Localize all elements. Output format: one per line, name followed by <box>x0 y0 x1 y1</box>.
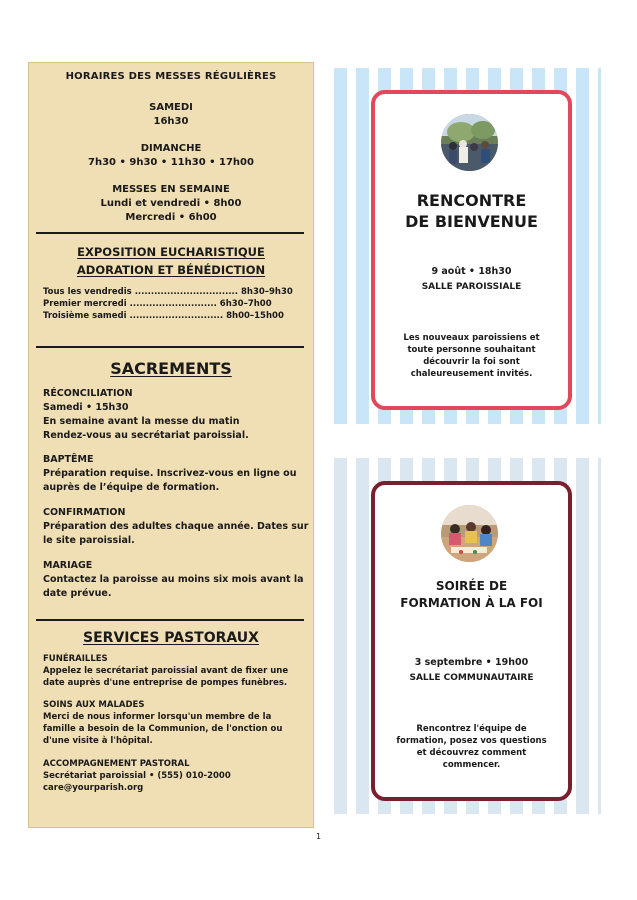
welcome-event-card <box>371 90 572 410</box>
marriage-label: MARIAGE <box>43 560 93 571</box>
confirmation-line: Préparation des adultes chaque année. Dates sur <box>43 521 309 532</box>
exposition-row: Troisième samedi ............................. 8h00–15h00 <box>43 311 284 321</box>
page-number: 1 <box>315 832 322 841</box>
sick-line: d'une visite à l'hôpital. <box>43 736 153 746</box>
funerals-line: Appelez le secrétariat paroissial avant de fixer une <box>43 666 289 676</box>
accompaniment-line: Secrétariat paroissial • (555) 010-2000 <box>43 771 231 781</box>
confirmation-line: le site paroissial. <box>43 535 135 546</box>
sick-line: famille a besoin de la Communion, de l'onction ou <box>43 724 283 734</box>
formation-desc-line: formation, posez vos questions <box>396 736 547 746</box>
welcome-date: 9 août • 18h30 <box>431 266 512 277</box>
accompaniment-label: ACCOMPAGNEMENT PASTORAL <box>43 759 190 769</box>
marriage-line: date prévue. <box>43 588 112 599</box>
reconciliation-label: RÉCONCILIATION <box>43 388 133 399</box>
marriage-line: Contactez la paroisse au moins six mois avant la <box>43 574 304 585</box>
saturday-label: SAMEDI <box>149 102 193 113</box>
welcome-desc-line: Les nouveaux paroissiens et <box>403 333 540 343</box>
weekday-label: MESSES EN SEMAINE <box>112 184 230 195</box>
pastoral-title: SERVICES PASTORAUX <box>83 630 259 646</box>
funerals-label: FUNÉRAILLES <box>43 654 108 664</box>
divider <box>36 232 304 234</box>
saturday-time: 16h30 <box>153 116 189 127</box>
weekday-line-1: Lundi et vendredi • 8h00 <box>100 198 242 209</box>
weekday-line-2: Mercredi • 6h00 <box>125 212 217 223</box>
baptism-line: Préparation requise. Inscrivez-vous en ligne ou <box>43 468 297 479</box>
accompaniment-email[interactable]: care@yourparish.org <box>43 783 144 793</box>
formation-event-card <box>371 481 572 801</box>
welcome-photo <box>441 114 498 171</box>
welcome-desc-line: toute personne souhaitant <box>407 345 536 355</box>
confirmation-label: CONFIRMATION <box>43 507 126 518</box>
baptism-line: auprès de l’équipe de formation. <box>43 482 220 493</box>
formation-desc-line: commencer. <box>442 760 501 770</box>
formation-place: SALLE COMMUNAUTAIRE <box>409 673 534 683</box>
reconciliation-line: Rendez-vous au secrétariat paroissial. <box>43 430 249 441</box>
welcome-place: SALLE PAROISSIALE <box>421 282 522 292</box>
schedule-title: HORAIRES DES MESSES RÉGULIÈRES <box>65 71 277 82</box>
sick-label: SOINS AUX MALADES <box>43 700 145 710</box>
sunday-times: 7h30 • 9h30 • 11h30 • 17h00 <box>88 157 254 168</box>
sick-line: Merci de nous informer lorsqu'un membre de la <box>43 712 272 722</box>
welcome-desc-line: découvrir la foi sont <box>423 357 520 367</box>
exposition-row: Tous les vendredis ................................ 8h30–9h30 <box>43 287 293 297</box>
formation-desc-line: Rencontrez l'équipe de <box>416 724 527 734</box>
welcome-title-1: RENCONTRE <box>416 191 527 210</box>
exposition-row: Premier mercredi ........................... 6h30–7h00 <box>43 299 272 309</box>
formation-photo <box>441 505 498 562</box>
formation-title-1: SOIRÉE DE <box>435 579 508 593</box>
reconciliation-line: En semaine avant la messe du matin <box>43 416 240 427</box>
exposition-title-1: EXPOSITION EUCHARISTIQUE <box>77 245 265 259</box>
divider <box>36 619 304 621</box>
funerals-line: date auprès d'une entreprise de pompes funèbres. <box>43 678 288 688</box>
divider <box>36 346 304 348</box>
welcome-desc-line: chaleureusement invités. <box>410 369 533 379</box>
welcome-title-2: DE BIENVENUE <box>405 212 538 231</box>
baptism-label: BAPTÊME <box>43 454 94 465</box>
sunday-label: DIMANCHE <box>140 143 202 154</box>
formation-desc-line: et découvrez comment <box>416 748 527 758</box>
reconciliation-line: Samedi • 15h30 <box>43 402 129 413</box>
schedule-panel <box>28 62 314 828</box>
exposition-title-2: ADORATION ET BÉNÉDICTION <box>76 263 266 277</box>
formation-date: 3 septembre • 19h00 <box>414 657 529 668</box>
sacraments-title: SACREMENTS <box>110 359 232 378</box>
formation-title-2: FORMATION À LA FOI <box>400 596 543 610</box>
